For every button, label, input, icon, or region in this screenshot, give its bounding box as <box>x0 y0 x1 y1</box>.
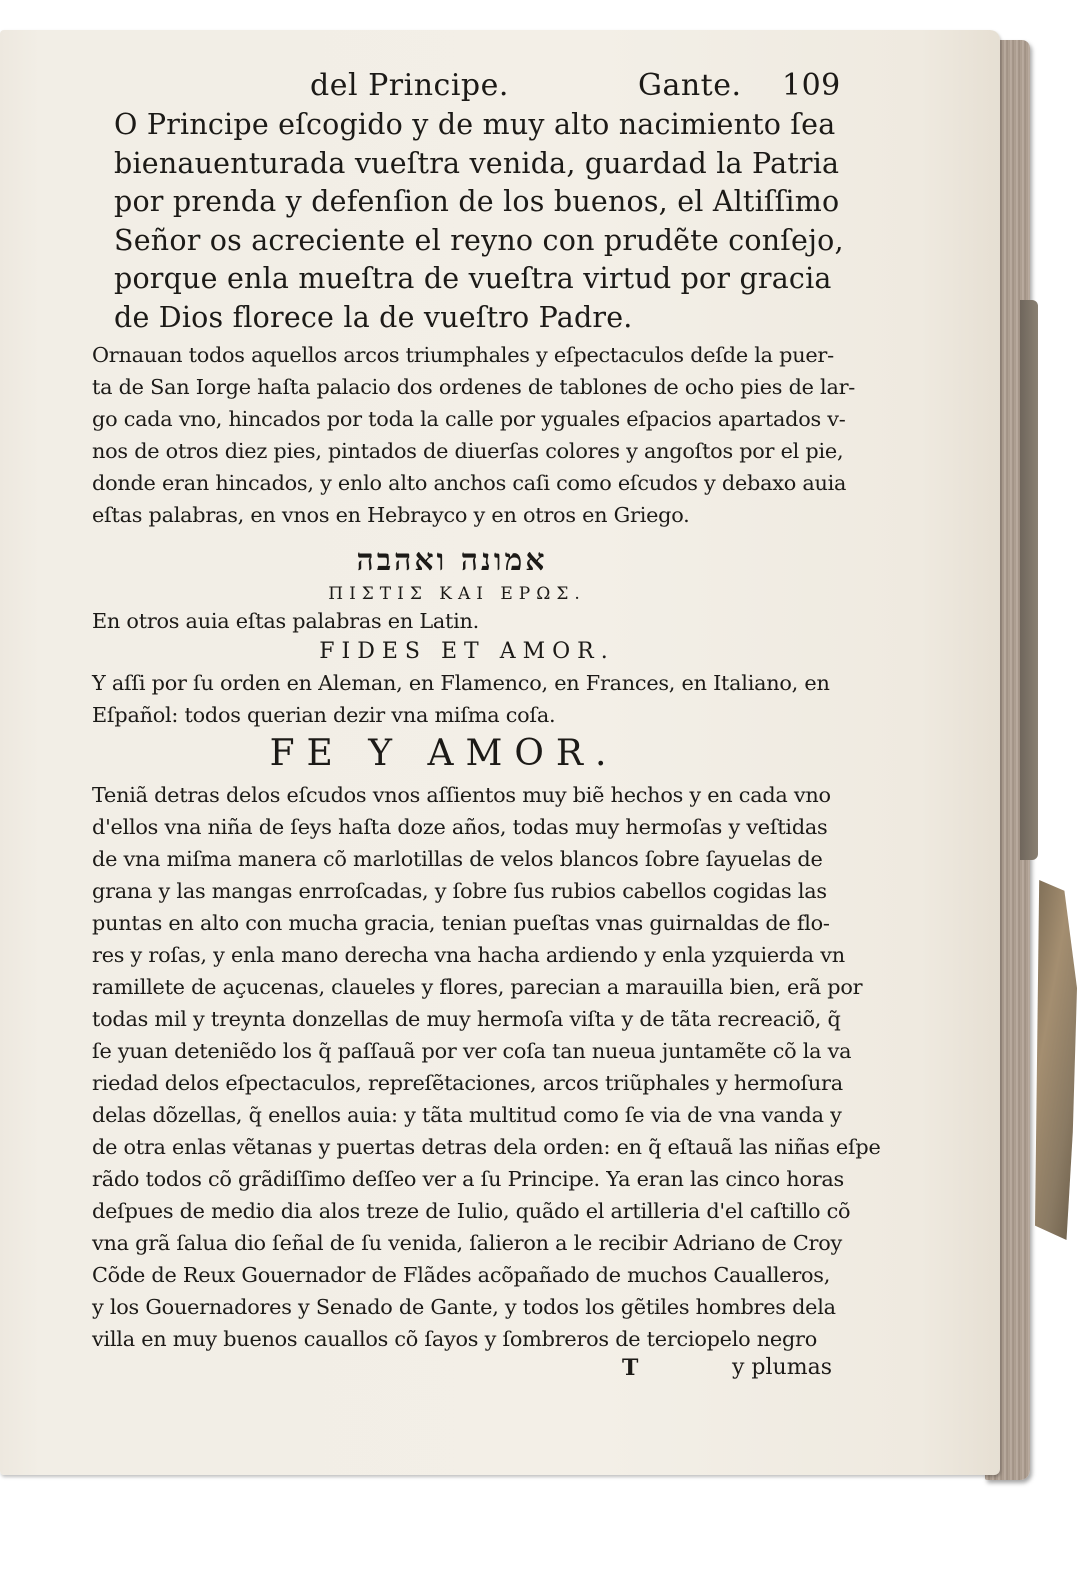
motto-heading: FE Y AMOR. <box>269 733 619 774</box>
paragraph-languages <box>92 667 832 731</box>
hebrew-inscription: אמונה ואהבה <box>356 543 548 578</box>
poem-line: Señor os acreciente el reyno con prudẽte conſejo, <box>114 223 844 257</box>
text-line: go cada vno, hincados por toda la calle por yguales eſpacios apartados v- <box>92 407 846 431</box>
latin-inscription: FIDES ET AMOR. <box>319 639 615 664</box>
poem-line: O Principe eſcogido y de muy alto nacimiento ſea <box>114 108 836 141</box>
poem-line: bienauenturada vueſtra venida, guardad la Patria <box>114 146 840 180</box>
text-line: todas mil y treynta donzellas de muy hermoſa viſta y de tãta recreaciõ, q̃ <box>92 1007 841 1031</box>
text-line: de vna miſma manera cõ marlotillas de velos blancos ſobre ſayuelas de <box>92 847 823 871</box>
text-line: deſpues de medio dia alos treze de Iulio, quãdo el artilleria d'el caſtillo cõ <box>92 1199 851 1223</box>
text-line: puntas en alto con mucha gracia, tenian pueſtas vnas guirnaldas de flo- <box>92 911 830 935</box>
text-line: Y aſſi por ſu orden en Aleman, en Flamenco, en Frances, en Italiano, en <box>92 671 830 695</box>
paragraph-arches <box>92 339 856 531</box>
text-line: riedad delos eſpectaculos, repreſẽtaciones, arcos triũphales y hermoſura <box>92 1071 843 1095</box>
text-line: grana y las mangas enrroſcadas, y ſobre ſus rubios cabellos cogidas las <box>92 879 827 903</box>
text-line: Eſpañol: todos querian dezir vna miſma coſa. <box>92 703 556 727</box>
book-binding-shadow <box>1020 300 1038 860</box>
paragraph-maidens <box>92 779 881 1355</box>
text-line: donde eran hincados, y enlo alto anchos caſi como eſcudos y debaxo auia <box>92 471 847 495</box>
latin-intro: En otros auia eſtas palabras en Latin. <box>92 609 480 633</box>
poem-block <box>92 106 844 337</box>
page-text <box>92 60 881 1389</box>
signature-mark: T <box>622 1355 639 1381</box>
poem-line: de Dios florece la de vueſtro Padre. <box>114 300 633 334</box>
text-line: de otra enlas vẽtanas y puertas detras dela orden: en q̃ eſtauã las niñas eſpe <box>92 1135 881 1159</box>
catchword: y plumas <box>732 1355 832 1380</box>
text-line: delas dõzellas, q̃ enellos auia: y tãta multitud como ſe via de vna vanda y <box>92 1103 842 1127</box>
text-line: d'ellos vna niña de ſeys haſta doze años, todas muy hermoſas y veſtidas <box>92 815 828 839</box>
text-line: Ornauan todos aquellos arcos triumphales y eſpectaculos deſde la puer- <box>92 343 834 367</box>
text-line: villa en muy buenos cauallos cõ ſayos y ſombreros de terciopelo negro <box>92 1327 817 1351</box>
text-line: res y roſas, y enla mano derecha vna hacha ardiendo y enla yzquierda vn <box>92 943 845 967</box>
page-footer <box>92 1355 832 1389</box>
poem-line: porque enla mueſtra de vueſtra virtud por gracia <box>114 262 832 295</box>
text-line: rãdo todos cõ grãdiſſimo deſſeo ver a ſu Principe. Ya eran las cinco horas <box>92 1167 844 1191</box>
running-head-title: del Principe. <box>310 68 509 103</box>
text-line: nos de otros diez pies, pintados de diuerſas colores y angoſtos por el pie, <box>92 439 844 463</box>
text-line: ſe yuan deteniẽdo los q̃ paſſauã por ver coſa tan nueua juntamẽte cõ la va <box>92 1039 852 1063</box>
running-head-place: Gante. <box>638 68 742 103</box>
greek-inscription: ΠΙΣΤΙΣ ΚΑΙ ΕΡΩΣ. <box>328 584 586 604</box>
running-head <box>92 60 841 106</box>
poem-line: por prenda y defenſion de los buenos, el Altiſſimo <box>114 185 840 218</box>
text-line: Cõde de Reux Gouernador de Flãdes acõpañado de muchos Caualleros, <box>92 1263 831 1287</box>
text-line: ta de San Iorge haſta palacio dos ordenes de tablones de ocho pies de lar- <box>92 375 856 399</box>
text-line: vna grã ſalua dio ſeñal de ſu venida, ſalieron a le recibir Adriano de Croy <box>92 1231 842 1255</box>
text-line: Teniã detras delos eſcudos vnos aſſientos muy biẽ hechos y en cada vno <box>92 783 831 807</box>
text-line: y los Gouernadores y Senado de Gante, y todos los gẽtiles hombres dela <box>92 1295 836 1319</box>
page-number: 109 <box>782 68 841 103</box>
text-line: ramillete de açucenas, claueles y flores, parecian a marauilla bien, erã por <box>92 975 863 999</box>
text-line: eſtas palabras, en vnos en Hebrayco y en otros en Griego. <box>92 503 690 527</box>
